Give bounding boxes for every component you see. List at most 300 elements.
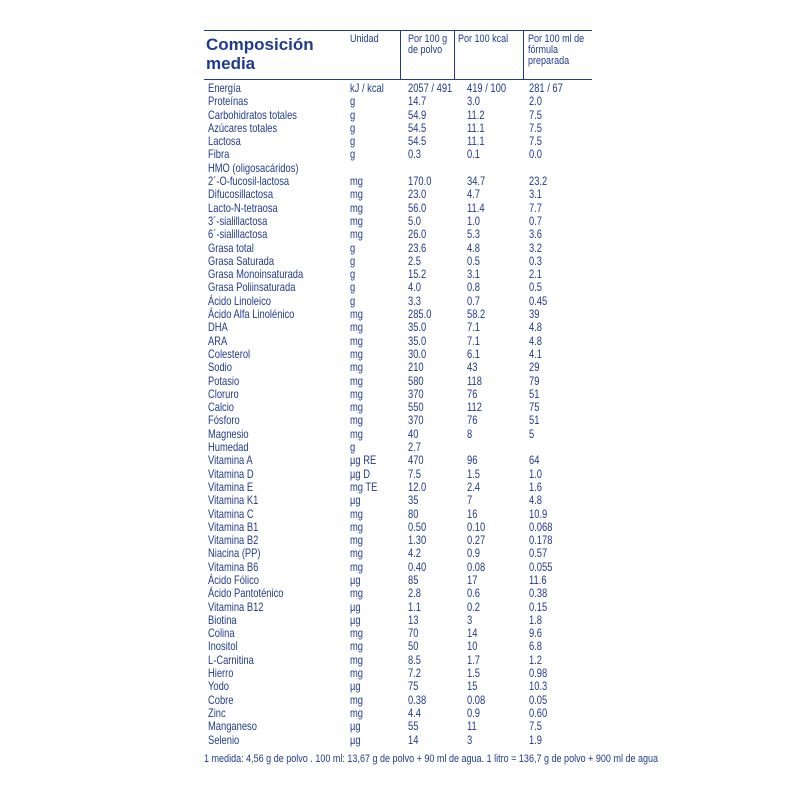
unit-cell: g: [350, 107, 356, 122]
nutrient-name: Grasa Monoinsaturada: [208, 267, 304, 282]
value-per-100ml: 1.2: [529, 652, 543, 667]
table-row: [204, 361, 592, 374]
value-per-100kcal: 4.7: [467, 187, 481, 202]
value-per-100ml: 1.9: [529, 732, 543, 747]
table-body: [204, 82, 592, 747]
value-per-100g: 54.5: [408, 134, 427, 149]
value-per-100g: 3.3: [408, 293, 422, 308]
table-row: [204, 640, 592, 653]
value-per-100ml: 0.055: [529, 559, 553, 574]
value-per-100ml: 0.068: [529, 519, 553, 534]
nutrient-name: Yodo: [208, 679, 230, 694]
unit-cell: mg: [350, 174, 364, 189]
footer-note: 1 medida: 4,56 g de polvo . 100 ml: 13,67 g de polvo + 90 ml de agua. 1 litro = 136,7 g de polvo + 900 ml de agua: [204, 753, 659, 765]
value-per-100ml: 2.0: [529, 94, 543, 109]
value-per-100g: 550: [408, 400, 424, 415]
value-per-100kcal: 0.10: [467, 519, 486, 534]
value-per-100kcal: 10: [467, 639, 478, 654]
nutrient-name: ARA: [208, 333, 228, 348]
unit-cell: g: [350, 440, 356, 455]
unit-cell: kJ / kcal: [350, 81, 384, 95]
value-per-100g: 2.8: [408, 586, 422, 601]
value-per-100ml: 0.5: [529, 280, 543, 295]
unit-cell: mg: [350, 400, 364, 415]
value-per-100kcal: 3: [467, 612, 473, 627]
table-row: [204, 601, 592, 614]
table-row: [204, 135, 592, 148]
nutrient-name: Colesterol: [208, 346, 251, 361]
value-per-100kcal: 118: [467, 373, 482, 388]
table-row: [204, 268, 592, 281]
value-per-100ml: 10.3: [529, 679, 548, 694]
unit-cell: g: [350, 94, 356, 109]
value-per-100g: 210: [408, 360, 424, 375]
table-row: [204, 454, 592, 467]
table-header: [204, 30, 592, 80]
table-row: [204, 574, 592, 587]
value-per-100kcal: 5.3: [467, 227, 481, 242]
value-per-100g: 1.30: [408, 533, 427, 548]
value-per-100g: 2057 / 491: [408, 81, 453, 95]
nutrient-name: DHA: [208, 320, 228, 335]
table-row: [204, 295, 592, 308]
value-per-100ml: 1.6: [529, 479, 543, 494]
table-row: [204, 614, 592, 627]
table-row: [204, 441, 592, 454]
value-per-100g: 55: [408, 719, 419, 734]
value-per-100g: 35.0: [408, 333, 427, 348]
unit-cell: mg: [350, 705, 364, 720]
value-per-100kcal: 96: [467, 453, 478, 468]
value-per-100g: 14: [408, 732, 419, 747]
value-per-100kcal: 0.5: [467, 253, 481, 268]
value-per-100kcal: 1.5: [467, 466, 481, 481]
nutrient-name: Fibra: [208, 147, 230, 162]
unit-cell: g: [350, 280, 356, 295]
value-per-100ml: 7.7: [529, 200, 543, 215]
value-per-100ml: 0.98: [529, 666, 548, 681]
value-per-100kcal: 1.0: [467, 213, 481, 228]
table-row: [204, 654, 592, 667]
value-per-100g: 0.50: [408, 519, 427, 534]
value-per-100ml: 51: [529, 413, 540, 428]
value-per-100g: 7.5: [408, 466, 422, 481]
unit-cell: mg: [350, 692, 364, 707]
value-per-100ml: 4.8: [529, 320, 543, 335]
value-per-100kcal: 16: [467, 506, 478, 521]
unit-cell: mg: [350, 652, 364, 667]
value-per-100ml: 7.5: [529, 719, 543, 734]
value-per-100ml: 5: [529, 426, 535, 441]
nutrient-name: Ácido Linoleico: [208, 293, 271, 308]
nutrient-name: Grasa Poliinsaturada: [208, 280, 296, 295]
value-per-100kcal: 0.08: [467, 692, 486, 707]
unit-cell: µg RE: [350, 453, 377, 468]
table-row: [204, 508, 592, 521]
unit-cell: mg: [350, 187, 364, 202]
table-row: [204, 587, 592, 600]
col-divider: [400, 31, 401, 79]
value-per-100ml: 0.57: [529, 546, 548, 561]
value-per-100ml: 0.38: [529, 586, 548, 601]
unit-cell: g: [350, 240, 356, 255]
nutrient-name: HMO (oligosacáridos): [208, 160, 299, 175]
value-per-100ml: 10.9: [529, 506, 548, 521]
value-per-100ml: 79: [529, 373, 540, 388]
nutrient-name: Energía: [208, 81, 241, 95]
nutrient-name: Colina: [208, 626, 235, 641]
value-per-100kcal: 7.1: [467, 320, 481, 335]
value-per-100g: 0.40: [408, 559, 427, 574]
nutrient-name: Vitamina B1: [208, 519, 259, 534]
value-per-100ml: 29: [529, 360, 540, 375]
nutrient-name: Humedad: [208, 440, 249, 455]
table-row: [204, 202, 592, 215]
value-per-100ml: 0.7: [529, 213, 543, 228]
unit-cell: µg D: [350, 466, 370, 481]
value-per-100kcal: 43: [467, 360, 478, 375]
value-per-100kcal: 3: [467, 732, 473, 747]
value-per-100g: 75: [408, 679, 419, 694]
value-per-100kcal: 76: [467, 386, 478, 401]
value-per-100kcal: 58.2: [467, 307, 486, 322]
table-row: [204, 175, 592, 188]
table-row: [204, 494, 592, 507]
value-per-100g: 13: [408, 612, 419, 627]
value-per-100kcal: 112: [467, 400, 482, 415]
value-per-100g: 50: [408, 639, 419, 654]
value-per-100kcal: 11.2: [467, 107, 485, 122]
col-header-100g: Por 100 g de polvo: [408, 33, 448, 56]
unit-cell: mg: [350, 373, 364, 388]
value-per-100ml: 51: [529, 386, 540, 401]
col-header-100kcal: Por 100 kcal: [458, 33, 509, 45]
unit-cell: mg: [350, 586, 364, 601]
unit-cell: mg: [350, 213, 364, 228]
value-per-100g: 70: [408, 626, 419, 641]
table-row: [204, 82, 592, 95]
table-row: [204, 428, 592, 441]
value-per-100kcal: 0.9: [467, 705, 481, 720]
table-title: [206, 35, 346, 73]
table-row: [204, 734, 592, 747]
unit-cell: µg: [350, 612, 361, 627]
value-per-100ml: 0.3: [529, 253, 543, 268]
value-per-100g: 5.0: [408, 213, 422, 228]
value-per-100g: 1.1: [408, 599, 422, 614]
value-per-100kcal: 11: [467, 719, 477, 734]
table-row: [204, 109, 592, 122]
value-per-100kcal: 419 / 100: [467, 81, 507, 95]
value-per-100g: 470: [408, 453, 424, 468]
table-row: [204, 335, 592, 348]
unit-cell: mg: [350, 386, 364, 401]
nutrient-name: Fósforo: [208, 413, 240, 428]
value-per-100g: 23.6: [408, 240, 427, 255]
table-row: [204, 242, 592, 255]
unit-cell: g: [350, 120, 356, 135]
value-per-100g: 35: [408, 493, 419, 508]
value-per-100ml: 0.60: [529, 705, 548, 720]
value-per-100ml: 4.8: [529, 333, 543, 348]
value-per-100g: 370: [408, 386, 424, 401]
value-per-100g: 2.5: [408, 253, 422, 268]
nutrient-name: Cobre: [208, 692, 234, 707]
value-per-100ml: 0.45: [529, 293, 548, 308]
unit-cell: mg: [350, 506, 364, 521]
value-per-100ml: 0.05: [529, 692, 548, 707]
unit-cell: mg: [350, 346, 364, 361]
unit-cell: g: [350, 267, 356, 282]
table-row: [204, 720, 592, 733]
value-per-100g: 0.38: [408, 692, 427, 707]
col-divider: [454, 31, 455, 79]
value-per-100g: 170.0: [408, 174, 432, 189]
unit-cell: mg: [350, 307, 364, 322]
nutrient-name: L-Carnitina: [208, 652, 254, 667]
col-divider: [523, 31, 524, 79]
nutrient-name: Azúcares totales: [208, 120, 278, 135]
table-row: [204, 401, 592, 414]
nutrient-name: Ácido Fólico: [208, 572, 259, 587]
table-row: [204, 707, 592, 720]
unit-cell: g: [350, 147, 356, 162]
value-per-100ml: 9.6: [529, 626, 543, 641]
table-row: [204, 228, 592, 241]
nutrient-name: Zinc: [208, 705, 226, 720]
table-row: [204, 414, 592, 427]
nutrient-name: Difucosillactosa: [208, 187, 274, 202]
value-per-100kcal: 0.27: [467, 533, 486, 548]
value-per-100g: 80: [408, 506, 419, 521]
nutrient-name: Magnesio: [208, 426, 249, 441]
value-per-100g: 370: [408, 413, 424, 428]
value-per-100kcal: 1.7: [467, 652, 481, 667]
unit-cell: mg: [350, 413, 364, 428]
nutrient-name: Proteínas: [208, 94, 249, 109]
nutrient-name: 6´-sialillactosa: [208, 227, 268, 242]
unit-cell: µg: [350, 493, 361, 508]
table-row: [204, 162, 592, 175]
value-per-100ml: 0.0: [529, 147, 543, 162]
unit-cell: g: [350, 253, 356, 268]
unit-cell: g: [350, 293, 356, 308]
value-per-100g: 8.5: [408, 652, 422, 667]
table-row: [204, 481, 592, 494]
value-per-100ml: 1.8: [529, 612, 543, 627]
value-per-100g: 580: [408, 373, 424, 388]
col-header-100ml: Por 100 ml de fórmula preparada: [528, 33, 585, 67]
value-per-100ml: 1.0: [529, 466, 543, 481]
value-per-100kcal: 0.7: [467, 293, 481, 308]
nutrient-name: Vitamina E: [208, 479, 254, 494]
nutrient-name: Potasio: [208, 373, 240, 388]
nutrient-name: Ácido Pantoténico: [208, 586, 284, 601]
table-row: [204, 667, 592, 680]
value-per-100kcal: 11.1: [467, 134, 485, 149]
unit-cell: mg: [350, 320, 364, 335]
unit-cell: mg: [350, 333, 364, 348]
unit-cell: mg TE: [350, 479, 378, 494]
nutrient-name: Hierro: [208, 666, 234, 681]
nutrient-name: Ácido Alfa Linolénico: [208, 307, 295, 322]
value-per-100kcal: 0.2: [467, 599, 481, 614]
unit-cell: µg: [350, 719, 361, 734]
value-per-100ml: 3.6: [529, 227, 543, 242]
value-per-100ml: 75: [529, 400, 540, 415]
table-row: [204, 561, 592, 574]
unit-cell: mg: [350, 546, 364, 561]
value-per-100kcal: 0.6: [467, 586, 481, 601]
value-per-100g: 285.0: [408, 307, 432, 322]
table-row: [204, 680, 592, 693]
value-per-100g: 14.7: [408, 94, 427, 109]
table-row: [204, 694, 592, 707]
unit-cell: mg: [350, 666, 364, 681]
unit-cell: µg: [350, 732, 361, 747]
value-per-100g: 2.7: [408, 440, 422, 455]
value-per-100g: 12.0: [408, 479, 427, 494]
nutrient-name: Vitamina D: [208, 466, 254, 481]
value-per-100kcal: 3.0: [467, 94, 481, 109]
value-per-100kcal: 0.1: [467, 147, 481, 162]
nutrient-name: Lactosa: [208, 134, 241, 149]
value-per-100kcal: 11.4: [467, 200, 485, 215]
value-per-100kcal: 3.1: [467, 267, 481, 282]
value-per-100g: 15.2: [408, 267, 427, 282]
value-per-100ml: 7.5: [529, 134, 543, 149]
nutrient-name: Sodio: [208, 360, 232, 375]
value-per-100kcal: 8: [467, 426, 473, 441]
table-row: [204, 321, 592, 334]
value-per-100kcal: 7: [467, 493, 473, 508]
value-per-100kcal: 0.9: [467, 546, 481, 561]
unit-cell: mg: [350, 200, 364, 215]
table-row: [204, 468, 592, 481]
table-row: [204, 255, 592, 268]
value-per-100g: 56.0: [408, 200, 427, 215]
value-per-100kcal: 0.08: [467, 559, 486, 574]
value-per-100kcal: 0.8: [467, 280, 481, 295]
value-per-100ml: 11.6: [529, 572, 547, 587]
value-per-100g: 85: [408, 572, 419, 587]
value-per-100g: 26.0: [408, 227, 427, 242]
nutrient-name: Carbohidratos totales: [208, 107, 297, 122]
value-per-100ml: 23.2: [529, 174, 548, 189]
table-row: [204, 281, 592, 294]
nutrient-name: Niacina (PP): [208, 546, 261, 561]
value-per-100ml: 0.178: [529, 533, 553, 548]
value-per-100ml: 3.2: [529, 240, 543, 255]
nutrient-name: Vitamina C: [208, 506, 254, 521]
nutrient-name: Cloruro: [208, 386, 239, 401]
table-row: [204, 521, 592, 534]
value-per-100g: 54.5: [408, 120, 427, 135]
value-per-100ml: 281 / 67: [529, 81, 563, 95]
table-row: [204, 215, 592, 228]
value-per-100g: 7.2: [408, 666, 422, 681]
value-per-100g: 30.0: [408, 346, 427, 361]
value-per-100kcal: 17: [467, 572, 478, 587]
value-per-100g: 4.4: [408, 705, 422, 720]
table-row: [204, 534, 592, 547]
unit-cell: mg: [350, 533, 364, 548]
unit-cell: mg: [350, 426, 364, 441]
nutrient-name: 2´-O-fucosil-lactosa: [208, 174, 290, 189]
value-per-100kcal: 76: [467, 413, 478, 428]
nutrient-name: Grasa Saturada: [208, 253, 275, 268]
unit-cell: mg: [350, 626, 364, 641]
value-per-100g: 54.9: [408, 107, 427, 122]
value-per-100ml: 2.1: [529, 267, 543, 282]
value-per-100ml: 7.5: [529, 120, 543, 135]
composition-table: [204, 30, 592, 770]
nutrient-name: Biotina: [208, 612, 237, 627]
table-row: [204, 547, 592, 560]
nutrient-name: Vitamina B12: [208, 599, 264, 614]
value-per-100kcal: 6.1: [467, 346, 481, 361]
table-row: [204, 122, 592, 135]
nutrient-name: Vitamina K1: [208, 493, 259, 508]
value-per-100kcal: 2.4: [467, 479, 481, 494]
nutrient-name: 3´-sialillactosa: [208, 213, 268, 228]
value-per-100kcal: 15: [467, 679, 478, 694]
nutrient-name: Vitamina B2: [208, 533, 259, 548]
unit-cell: mg: [350, 227, 364, 242]
value-per-100g: 35.0: [408, 320, 427, 335]
nutrient-name: Manganeso: [208, 719, 257, 734]
unit-cell: µg: [350, 679, 361, 694]
unit-cell: g: [350, 134, 356, 149]
value-per-100ml: 6.8: [529, 639, 543, 654]
value-per-100ml: 4.1: [529, 346, 543, 361]
value-per-100ml: 4.8: [529, 493, 543, 508]
nutrient-name: Inositol: [208, 639, 238, 654]
value-per-100kcal: 14: [467, 626, 478, 641]
value-per-100g: 4.0: [408, 280, 422, 295]
value-per-100g: 23.0: [408, 187, 427, 202]
value-per-100ml: 64: [529, 453, 540, 468]
value-per-100ml: 39: [529, 307, 540, 322]
value-per-100g: 4.2: [408, 546, 422, 561]
unit-cell: mg: [350, 559, 364, 574]
value-per-100kcal: 34.7: [467, 174, 486, 189]
table-row: [204, 148, 592, 161]
value-per-100kcal: 7.1: [467, 333, 481, 348]
value-per-100kcal: 4.8: [467, 240, 481, 255]
unit-cell: µg: [350, 572, 361, 587]
value-per-100ml: 7.5: [529, 107, 543, 122]
table-row: [204, 308, 592, 321]
value-per-100g: 40: [408, 426, 419, 441]
value-per-100g: 0.3: [408, 147, 422, 162]
unit-cell: µg: [350, 599, 361, 614]
table-row: [204, 375, 592, 388]
nutrient-name: Grasa total: [208, 240, 254, 255]
unit-cell: mg: [350, 360, 364, 375]
nutrient-name: Vitamina B6: [208, 559, 259, 574]
nutrient-name: Calcio: [208, 400, 235, 415]
title-line-2: media: [206, 54, 256, 73]
table-row: [204, 95, 592, 108]
value-per-100ml: 0.15: [529, 599, 548, 614]
nutrient-name: Selenio: [208, 732, 240, 747]
value-per-100kcal: 11.1: [467, 120, 485, 135]
title-line-1: Composición: [206, 35, 314, 54]
table-row: [204, 188, 592, 201]
value-per-100ml: 3.1: [529, 187, 543, 202]
nutrient-name: Lacto-N-tetraosa: [208, 200, 278, 215]
